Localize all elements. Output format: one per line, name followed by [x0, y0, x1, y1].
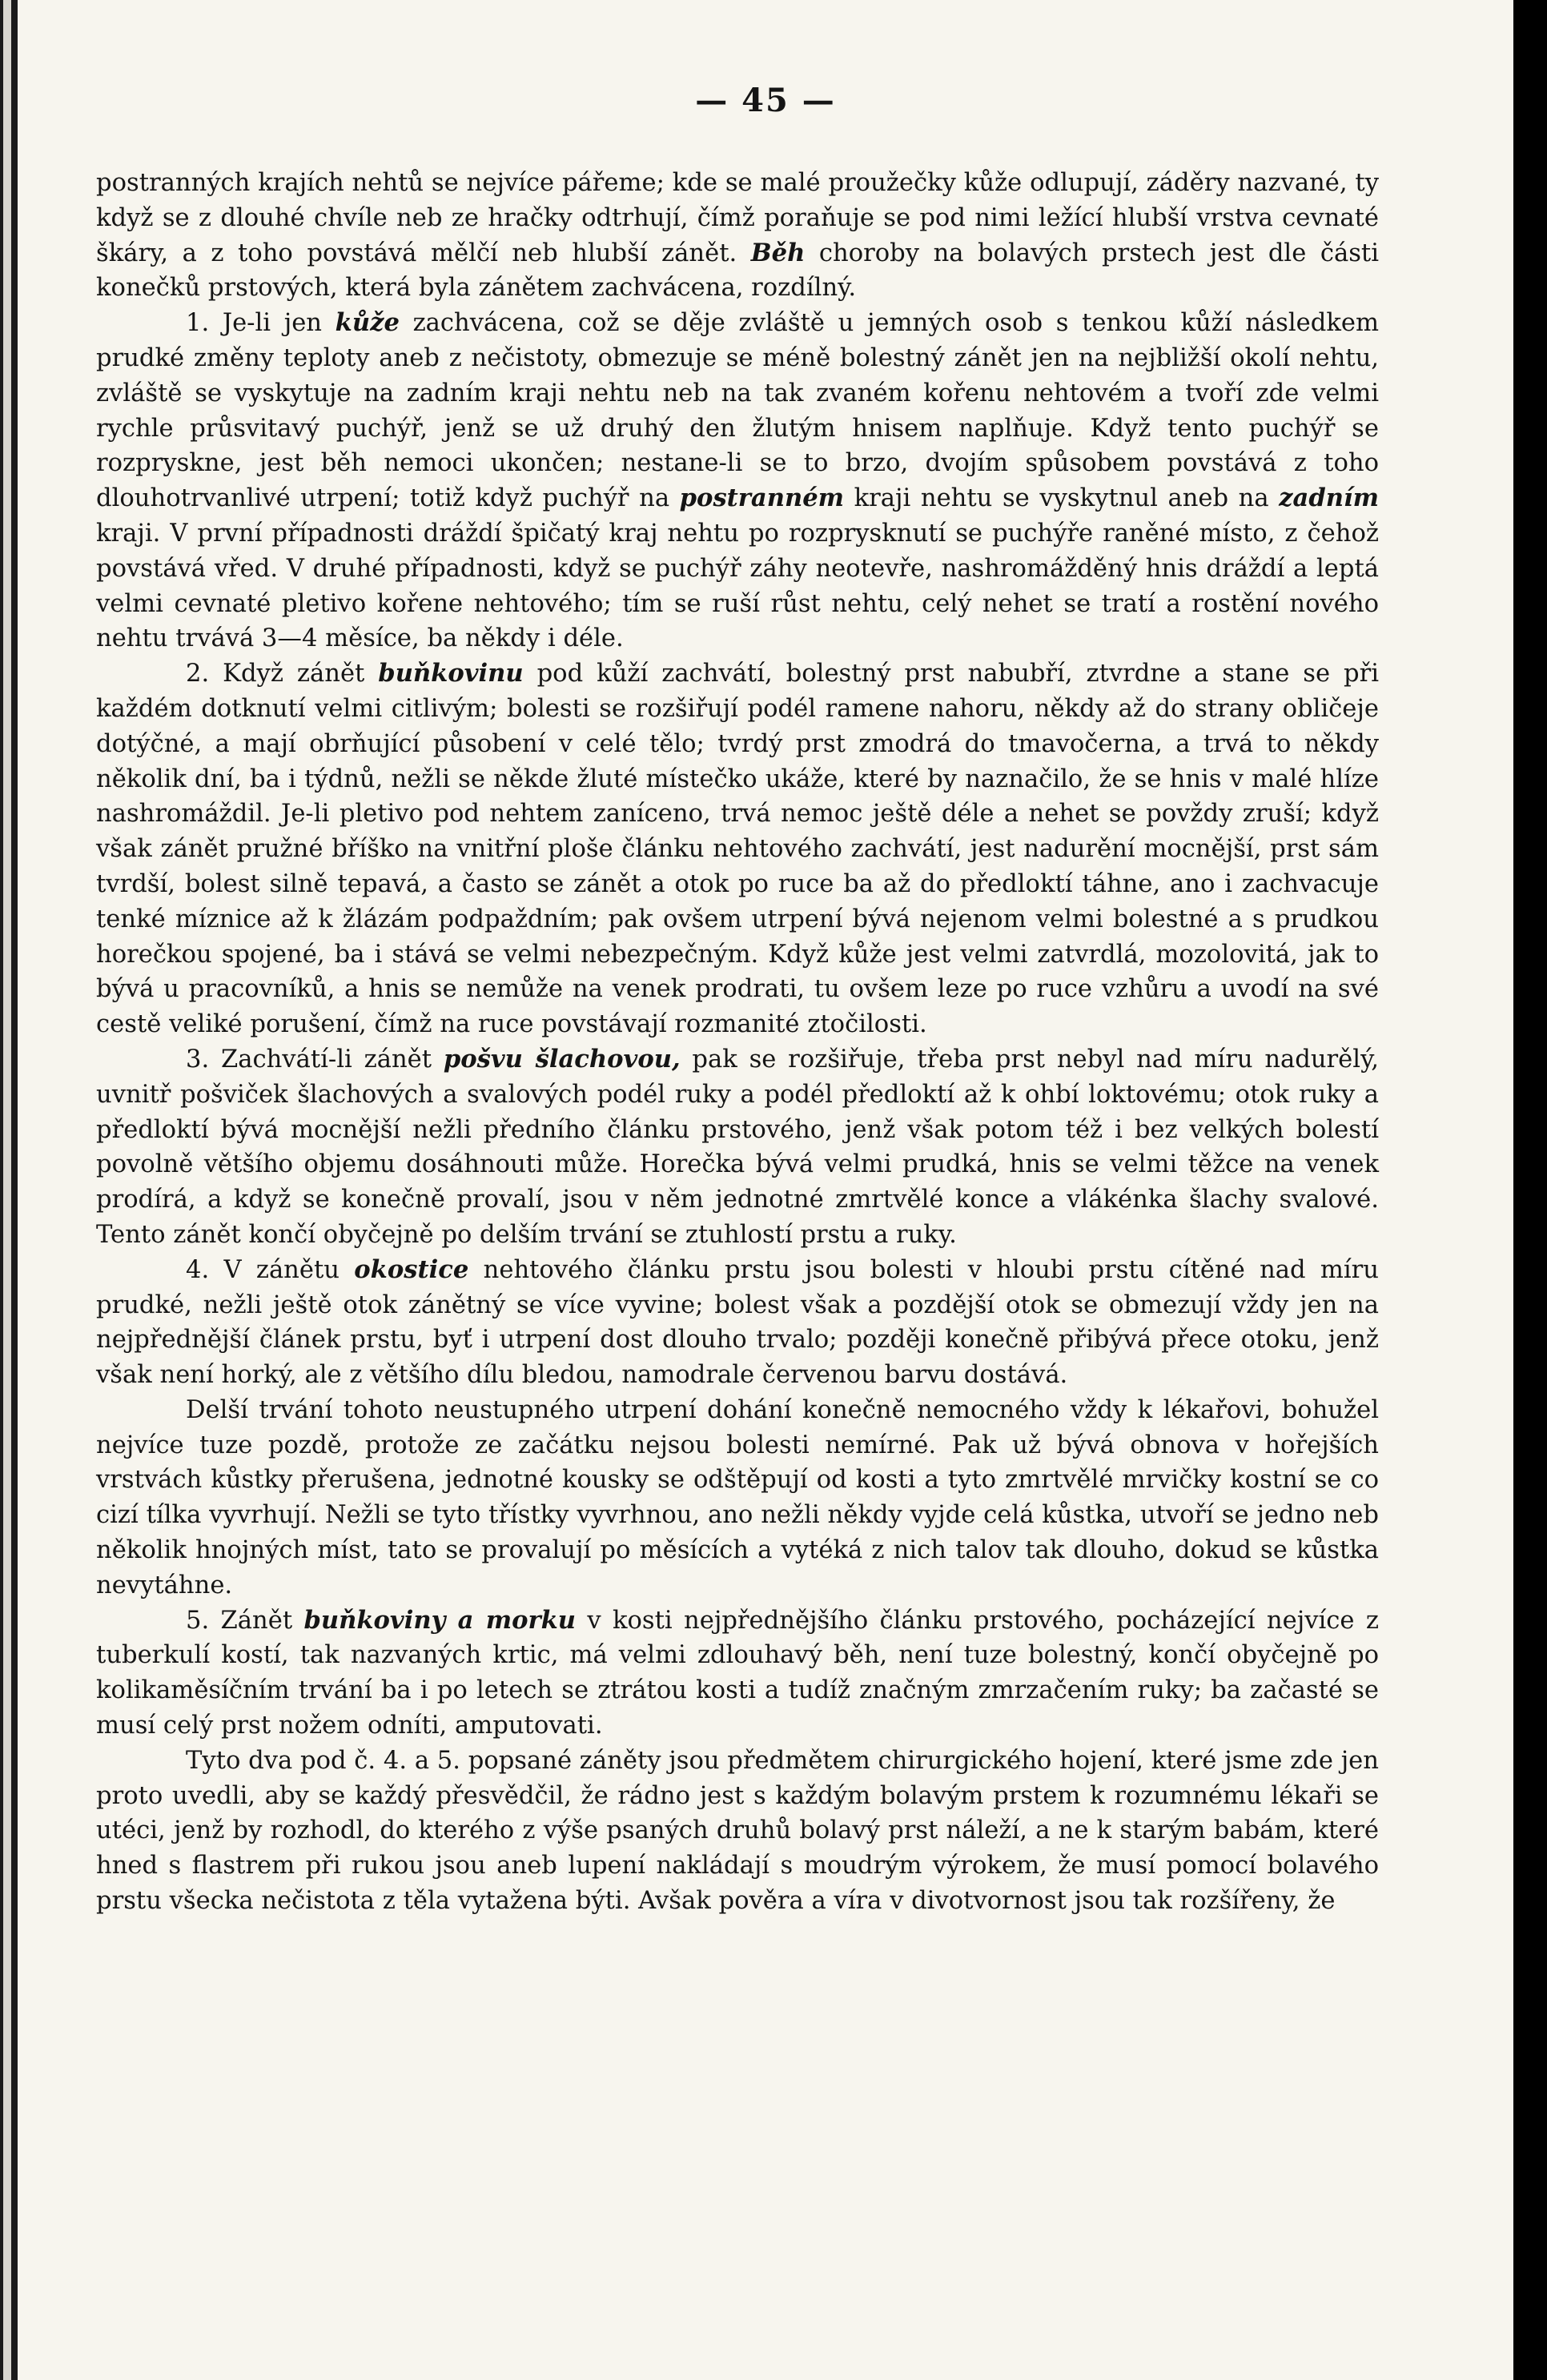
emphasized-text: okostice: [354, 1254, 469, 1284]
scan-left-edge: [0, 0, 18, 2380]
text-run: pak se rozšiřuje, třeba prst nebyl nad míru nadurělý, uvnitř pošviček šlachových a svalových podél ruky a podél předloktí až k ohbí loktovému; otok ruky a předloktí bývá mocnější nežli předního článku prstového, jenž však potom též i bez velkých bolestí povolně většího objemu dosáhnouti může. Horečka bývá velmi prudká, hnis se velmi těžce na venek prodírá, a když se konečně provalí, jsou v něm jednotné zmrtvělé konce a vlákénka šlachy svalové. Tento zánět končí obyčejně po delším trvání se ztuhlostí prstu a ruky.: [96, 1045, 1380, 1249]
text-run: 3. Zachvátí-li zánět: [186, 1045, 444, 1074]
text-run: v kosti nejpřednějšího článku prstového, pocházející nejvíce z tuberkulí kostí, tak nazvaných krtic, má velmi zdlouhavý běh, není tuze bolestný, končí obyčejně po kolikaměsíčním trvání ba i po letech se ztrátou kosti a tudíž značným zmrzačením ruky; ba začasté se musí celý prst nožem odníti, amputovati.: [96, 1606, 1379, 1740]
text-run: nehtového článku prstu jsou bolesti v hloubi prstu cítěné nad míru prudké, nežli ještě otok zánětný se více vyvine; bolest však a pozdější otok se obmezují vždy jen na nejpřednější článek prstu, byť i utrpení dost dlouho trvalo; později konečně přibývá přece otoku, jenž však není horký, ale z většího dílu bledou, namodrale červenou barvu dostává.: [96, 1255, 1380, 1390]
emphasized-text: Běh: [750, 238, 806, 267]
paragraph: [96, 1744, 1379, 1919]
text-run: 5. Zánět: [186, 1606, 304, 1635]
paragraph: [96, 166, 1379, 306]
page-number: — 45 —: [695, 82, 836, 119]
book-page: [18, 0, 1513, 2380]
paragraph: [96, 1603, 1379, 1744]
paragraph: [96, 656, 1379, 1042]
text-run: 2. Když zánět: [186, 660, 379, 688]
text-run: Tyto dva pod č. 4. a 5. popsané záněty jsou předmětem chirurgického hojení, které jsme zde jen proto uvedli, aby se každý přesvědčil, že rádno jest s každým bolavým prstem k rozumnému lékaři se utéci, jenž by rozhodl, do kterého z výše psaných druhů bolavý prst náleží, a ne k starým babám, které hned s flastrem při rukou jsou aneb lupení nakládají s moudrým výrokem, že musí pomocí bolavého prstu všecka nečistota z těla vytažena býti. Avšak pověra a víra v divotvornost jsou tak rozšířeny, že: [96, 1746, 1379, 1916]
text-run: kraji nehtu se vyskytnul aneb na: [844, 484, 1280, 513]
emphasized-text: zadním: [1279, 484, 1379, 513]
text-run: 4. V zánětu: [186, 1255, 355, 1284]
text-run: kraji. V první případnosti dráždí špičatý kraj nehtu po rozprysknutí se puchýře raněné místo, z čehož povstává vřed. V druhé případnosti, když se puchýř záhy neotevře, nashromážděný hnis dráždí a leptá velmi cevnaté pletivo kořene nehtového; tím se ruší růst nehtu, celý nehet se tratí a rostění nového nehtu trvává 3—4 měsíce, ba někdy i déle.: [96, 519, 1379, 653]
text-run: postranných krajích nehtů se nejvíce pářeme; kde se malé proužečky kůže odlupují, záděry nazvané, ty když se z dlouhé chvíle neb ze hračky odtrhují, čímž poraňuje se pod nimi ležící hlubší vrstva cevnaté škáry, a z toho povstává mělčí neb hlubší zánět.: [96, 169, 1379, 267]
emphasized-text: buňkovinu: [378, 659, 524, 688]
text-run: Delší trvání tohoto neustupného utrpení dohání konečně nemocného vždy k lékařovi, bohužel nejvíce tuze pozdě, protože ze začátku nejsou bolesti nemírné. Pak už bývá obnova v hořejších vrstvách kůstky přerušena, jednotné kousky se odštěpují od kosti a tyto zmrtvělé mrvičky kostní se co cizí tílka vyvrhují. Nežli se tyto třístky vyvrhnou, ano nežli někdy vyjde celá kůstka, utvoří se jedno neb několik hnojných míst, tato se provalují po měsících a vytéká z nich talov tak dlouho, dokud se kůstka nevytáhne.: [96, 1395, 1379, 1599]
text-run: choroby na bolavých prstech jest dle části konečků prstových, která byla zánětem zachvácena, rozdílný.: [96, 239, 1379, 303]
paragraph: [96, 1393, 1379, 1603]
text-run: zachvácena, což se děje zvláště u jemných osob s tenkou kůží následkem prudké změny teploty aneb z nečistoty, obmezuje se méně bolestný zánět jen na nejbližší okolí nehtu, zvláště se vyskytuje na zadním kraji nehtu neb na tak zvaném kořenu nehtovém a tvoří zde velmi rychle průsvitavý puchýř, jenž se už druhý den žlutým hnisem naplňuje. Když tento puchýř se rozpryskne, jest běh nemoci ukončen; nestane-li se to brzo, dvojím spůsobem povstává z toho dlouhotrvanlivé utrpení; totiž když puchýř na: [96, 309, 1380, 513]
paragraph: [96, 306, 1379, 656]
emphasized-text: pošvu šlachovou,: [443, 1044, 681, 1074]
text-run: 1. Je-li jen: [186, 309, 336, 338]
emphasized-text: postranném: [679, 484, 845, 513]
emphasized-text: kůže: [335, 308, 400, 338]
scan-left-strip: [3, 0, 11, 2380]
paragraph: [96, 1042, 1379, 1253]
emphasized-text: buňkoviny a morku: [303, 1605, 577, 1635]
paragraph: [96, 1253, 1379, 1393]
page-body-text: [96, 166, 1379, 1919]
text-run: pod kůží zachvátí, bolestný prst nabubří, ztvrdne a stane se při každém dotknutí velmi citlivým; bolesti se rozšiřují podél ramene nahoru, někdy až do strany obličeje dotýčné, a mají obrňující působení v celé tělo; tvrdý prst zmodrá do tmavočerna, a trvá to někdy několik dní, ba i týdnů, nežli se někde žluté místečko ukáže, které by naznačilo, že se hnis v malé hlíze nashromáždil. Je-li pletivo pod nehtem zaníceno, trvá nemoc ještě déle a nehet se povždy zruší; když však zánět pružné bříško na vnitřní ploše článku nehtového zachvátí, jest nadurění mocnější, prst sám tvrdší, bolest silně tepavá, a často se zánět a otok po ruce ba až do předloktí táhne, ano i zachvacuje tenké míznice až k žlázám podpaždním; pak ovšem utrpení bývá nejenom velmi bolestné a s prudkou horečkou spojené, ba i stává se velmi nebezpečným. Když kůže jest velmi zatvrdlá, mozolovitá, jak to bývá u pracovníků, a hnis se nemůže na venek prodrati, tu ovšem leze po ruce vzhůru a uvodí na své cestě veliké porušení, čímž na ruce povstávají rozmanité ztočilosti.: [96, 660, 1379, 1039]
